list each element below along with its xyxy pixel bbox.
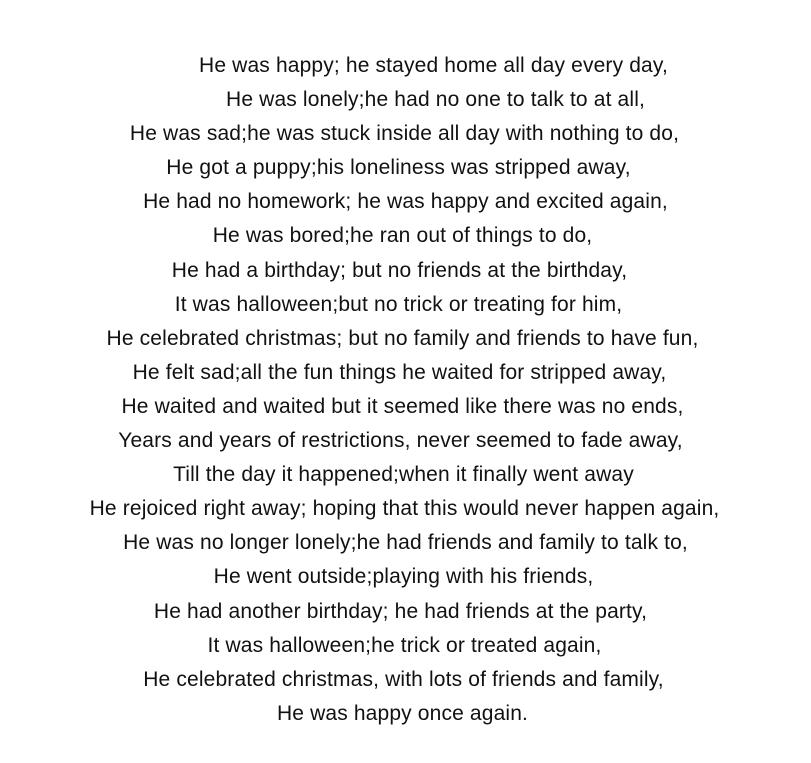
poem-line: Till the day it happened;when it finally went away	[173, 463, 634, 487]
poem-line: He had a birthday; but no friends at the birthday,	[171, 258, 628, 282]
poem-text	[0, 49, 811, 731]
poem-line: He was no longer lonely;he had friends and family to talk to,	[123, 531, 688, 555]
poem-line: It was halloween;he trick or treated again,	[207, 633, 602, 657]
poem-line: He went outside;playing with his friends,	[213, 565, 594, 589]
poem-line: He was bored;he ran out of things to do,	[212, 224, 593, 248]
poem-line: He was lonely;he had no one to talk to at all,	[226, 88, 645, 112]
poem-line: He celebrated christmas, with lots of friends and family,	[143, 667, 664, 691]
poem-line: He was happy; he stayed home all day every day,	[199, 54, 668, 77]
poem-line: He had another birthday; he had friends at the party,	[153, 599, 648, 623]
poem-line: He felt sad;all the fun things he waited for stripped away,	[132, 360, 667, 384]
poem-line: He was happy once again.	[276, 701, 529, 725]
poem-line: He rejoiced right away; hoping that this would never happen again,	[89, 497, 720, 521]
poem-line: It was halloween;but no trick or treating for him,	[174, 292, 623, 316]
poem-line: Years and years of restrictions, never seemed to fade away,	[118, 429, 683, 453]
poem-line: He got a puppy;his loneliness was stripped away,	[166, 156, 631, 180]
poem-line: He was sad;he was stuck inside all day with nothing to do,	[129, 122, 680, 146]
poem-line: He had no homework; he was happy and excited again,	[143, 190, 668, 214]
poem-line: He celebrated christmas; but no family and friends to have fun,	[106, 326, 699, 350]
poem-line: He waited and waited but it seemed like there was no ends,	[121, 394, 684, 418]
